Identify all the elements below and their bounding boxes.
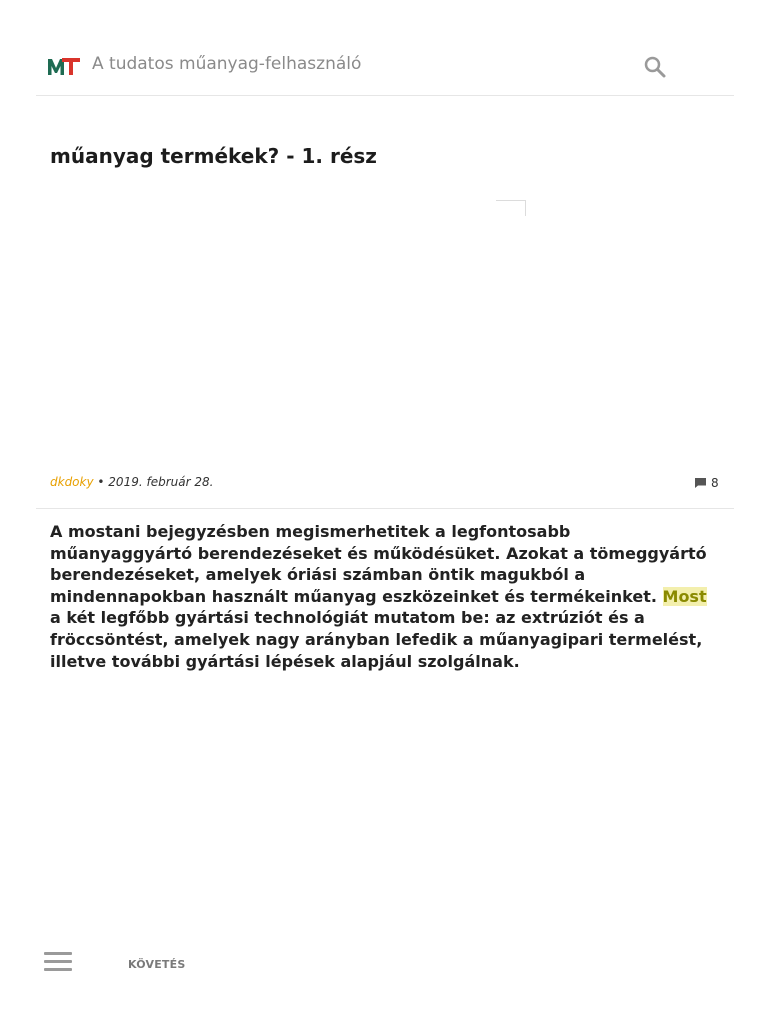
meta-separator: • <box>93 475 109 489</box>
comment-icon <box>694 477 707 489</box>
site-header <box>36 38 734 96</box>
search-icon[interactable] <box>643 55 667 79</box>
post-title: műanyag termékek? - 1. rész <box>50 144 377 168</box>
comments-link[interactable] <box>694 475 719 491</box>
lead-text-start: A mostani bejegyzésben megismerhetitek a legfontosabb műanyaggyártó berendezéseket és működésüket. Azokat a tömeggyártó berendezéseket, amelyek óriási számban öntik magukból a mindennapokban használt műanyag eszközeinket és termékeinket. <box>50 522 707 606</box>
comment-count: 8 <box>711 476 719 490</box>
author-link[interactable]: dkdoky <box>50 475 94 489</box>
hamburger-menu-icon[interactable] <box>44 952 74 976</box>
site-logo[interactable] <box>47 55 81 77</box>
meta-divider <box>36 508 734 509</box>
site-title[interactable]: A tudatos műanyag-felhasználó <box>92 54 362 74</box>
embedded-content-frame <box>496 200 526 216</box>
post-date: 2019. február 28. <box>108 475 214 489</box>
highlighted-word: Most <box>662 586 707 606</box>
lead-text-end: a két legfőbb gyártási technológiát mutatom be: az extrúziót és a fröccsöntést, amelyek nagy arányban lefedik a műanyagipari termelést, illetve további gyártási lépések alapjául szolgálnak. <box>50 608 703 671</box>
post-lead <box>50 521 718 672</box>
post-meta <box>50 475 213 489</box>
follow-button[interactable]: KÖVETÉS <box>128 958 186 971</box>
